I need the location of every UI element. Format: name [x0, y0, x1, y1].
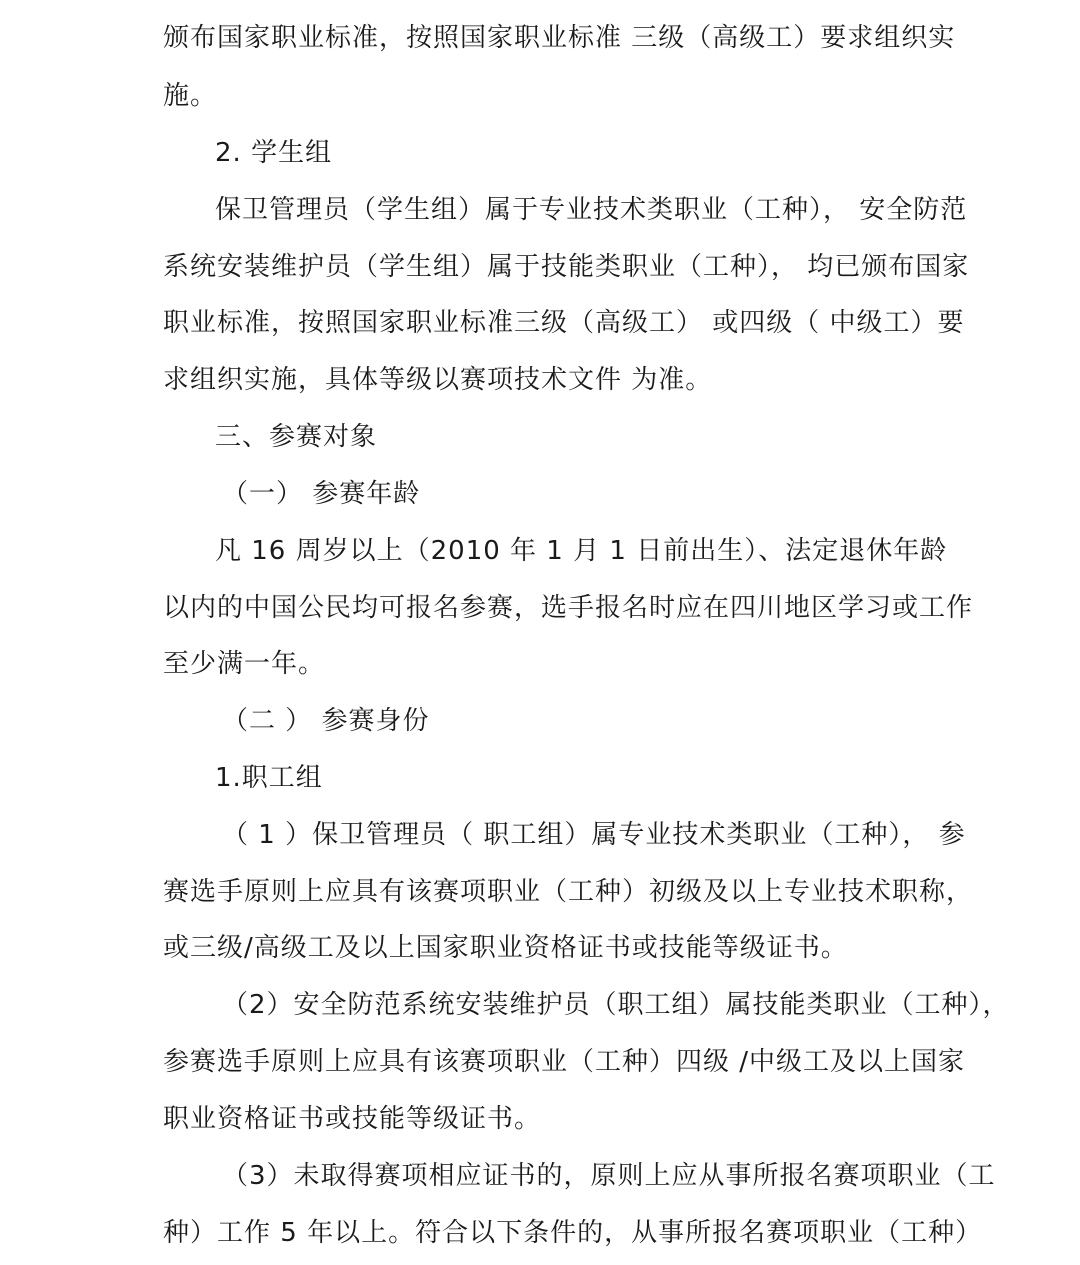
paragraph-line: 或三级/高级工及以上国家职业资格证书或技能等级证书。 [163, 933, 848, 963]
paragraph-line: 职业资格证书或技能等级证书。 [163, 1104, 542, 1134]
paragraph-line: 保卫管理员（学生组）属于专业技术类职业（工种）， 安全防范 [215, 195, 968, 225]
paragraph-line: 至少满一年。 [163, 649, 326, 679]
paragraph-line: 职业标准，按照国家职业标准三级（高级工） 或四级（ 中级工）要 [163, 308, 965, 338]
paragraph-line: 以内的中国公民均可报名参赛，选手报名时应在四川地区学习或工作 [163, 593, 974, 623]
section-heading: 1.职工组 [215, 763, 323, 793]
paragraph-line: 参赛选手原则上应具有该赛项职业（工种）四级 /中级工及以上国家 [163, 1047, 966, 1077]
paragraph-line: 凡 16 周岁以上（2010 年 1 月 1 日前出生）、法定退休年龄 [215, 536, 948, 566]
paragraph-line: 赛选手原则上应具有该赛项职业（工种）初级及以上专业技术职称， [163, 877, 974, 907]
paragraph-line: （2）安全防范系统安装维护员（职工组）属技能类职业（工种）， [222, 990, 1010, 1020]
paragraph-line: 颁布国家职业标准，按照国家职业标准 三级（高级工）要求组织实 [163, 23, 956, 53]
paragraph-line: （ 1 ）保卫管理员（ 职工组）属专业技术类职业（工种）， 参 [222, 820, 966, 850]
subsection-heading: （二 ） 参赛身份 [222, 706, 430, 736]
paragraph-line: 求组织实施，具体等级以赛项技术文件 为准。 [163, 365, 713, 395]
paragraph-line: 系统安装维护员（学生组）属于技能类职业（工种）， 均已颁布国家 [163, 252, 970, 282]
paragraph-line: 种）工作 5 年以上。符合以下条件的，从事所报名赛项职业（工种） [163, 1218, 983, 1248]
paragraph-line: （3）未取得赛项相应证书的，原则上应从事所报名赛项职业（工 [222, 1161, 996, 1191]
subsection-heading: （一） 参赛年龄 [222, 479, 421, 509]
section-heading: 2. 学生组 [215, 138, 333, 168]
paragraph-line: 施。 [163, 81, 218, 111]
section-heading: 三、参赛对象 [215, 422, 378, 452]
